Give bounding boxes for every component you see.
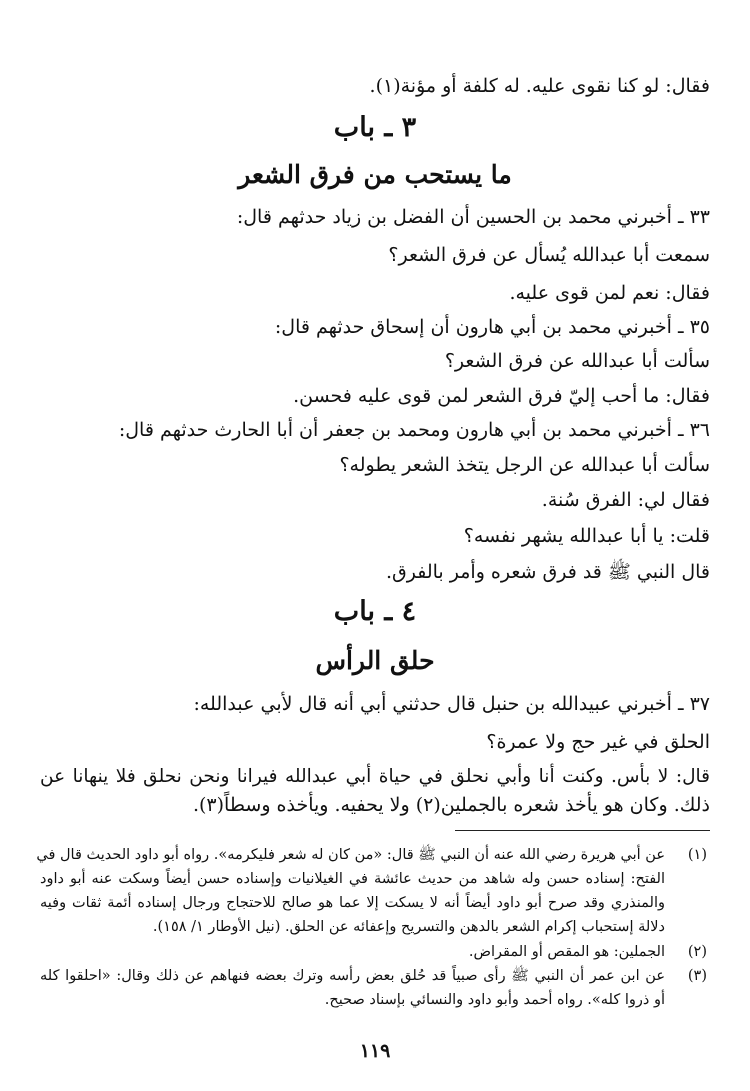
text-line: فقال: ما أحب إليّ فرق الشعر لمن قوى عليه فحسن. (293, 385, 710, 407)
page-number: ١١٩ (359, 1040, 391, 1062)
narration-37: ٣٧ ـ أخبرني عبيدالله بن حنبل قال حدثني أبي أنه قال لأبي عبدالله: (193, 693, 710, 715)
footnote-number: (٢) (687, 944, 707, 960)
text-line: قال: لا بأس. وكنت أنا وأبي نحلق في حياة أبي عبدالله فيرانا ونحن نحلق فلا ينهانا عن (40, 766, 710, 787)
footnote-line: الفتح: إسناده حسن وله شاهد من حديث عائشة في الغيلانيات وإسناده حسن أيضاً وسكت عنه أبو داود (40, 871, 665, 887)
text-line: الحلق في غير حج ولا عمرة؟ (486, 731, 710, 753)
text-line: قلت: يا أبا عبدالله يشهر نفسه؟ (463, 525, 710, 547)
text-line: سمعت أبا عبدالله يُسأل عن فرق الشعر؟ (388, 244, 710, 266)
footnote-line: دلالة إستحباب إكرام الشعر بالدهن والتسريح وإعفائه عن الحلق. (نيل الأوطار ١/ ١٥٨). (152, 919, 665, 935)
narration-35: ٣٥ ـ أخبرني محمد بن أبي هارون أن إسحاق حدثهم قال: (274, 316, 710, 338)
footnote-line: عن أبي هريرة رضي الله عنه أن النبي ﷺ قال: «من كان له شعر فليكرمه». رواه أبو داود الحديث قال في (36, 847, 665, 863)
footnote-number: (٣) (687, 968, 707, 984)
section-title: حلق الرأس (315, 646, 435, 675)
footnote-separator (455, 830, 710, 831)
text-line: سألت أبا عبدالله عن الرجل يتخذ الشعر يطوله؟ (339, 454, 710, 476)
text-line: قال النبي ﷺ قد فرق شعره وأمر بالفرق. (385, 561, 710, 583)
section-title: ما يستحب من فرق الشعر (238, 160, 512, 189)
narration-33: ٣٣ ـ أخبرني محمد بن الحسين أن الفضل بن زياد حدثهم قال: (236, 206, 710, 228)
footnote-line: عن ابن عمر أن النبي ﷺ رأى صبياً قد حُلق بعض رأسه وترك بعضه فنهاهم عن ذلك وقال: «احلقوا كله (40, 968, 665, 984)
narration-36: ٣٦ ـ أخبرني محمد بن أبي هارون ومحمد بن جعفر أن أبا الحارث حدثهم قال: (118, 419, 710, 441)
chapter-heading: ٣ ـ باب (333, 112, 417, 143)
footnote-line: أو ذروا كله». رواه أحمد وأبو داود والنسائي بإسناد صحيح. (324, 992, 665, 1008)
footnote-number: (١) (687, 847, 707, 863)
text-line: فقال: نعم لمن قوى عليه. (509, 282, 710, 304)
text-line: سألت أبا عبدالله عن فرق الشعر؟ (444, 350, 710, 372)
footnote-line: الجملين: هو المقص أو المقراض. (468, 944, 665, 960)
text-line: فقال لي: الفرق سُنة. (541, 489, 710, 511)
footnote-line: والمنذري وقد صرح أبو داود أيضاً أنه لا يسكت إلا عما هو صالح للاحتجاج ورجال إسناده أئمة ثقات وفيه (40, 895, 665, 911)
chapter-heading: ٤ ـ باب (333, 596, 417, 627)
text-line: فقال: لو كنا نقوى عليه. له كلفة أو مؤنة(١). (369, 75, 710, 97)
text-line: ذلك. وكان هو يأخذ شعره بالجملين(٢) ولا يحفيه. ويأخذه وسطاً(٣). (192, 794, 710, 816)
